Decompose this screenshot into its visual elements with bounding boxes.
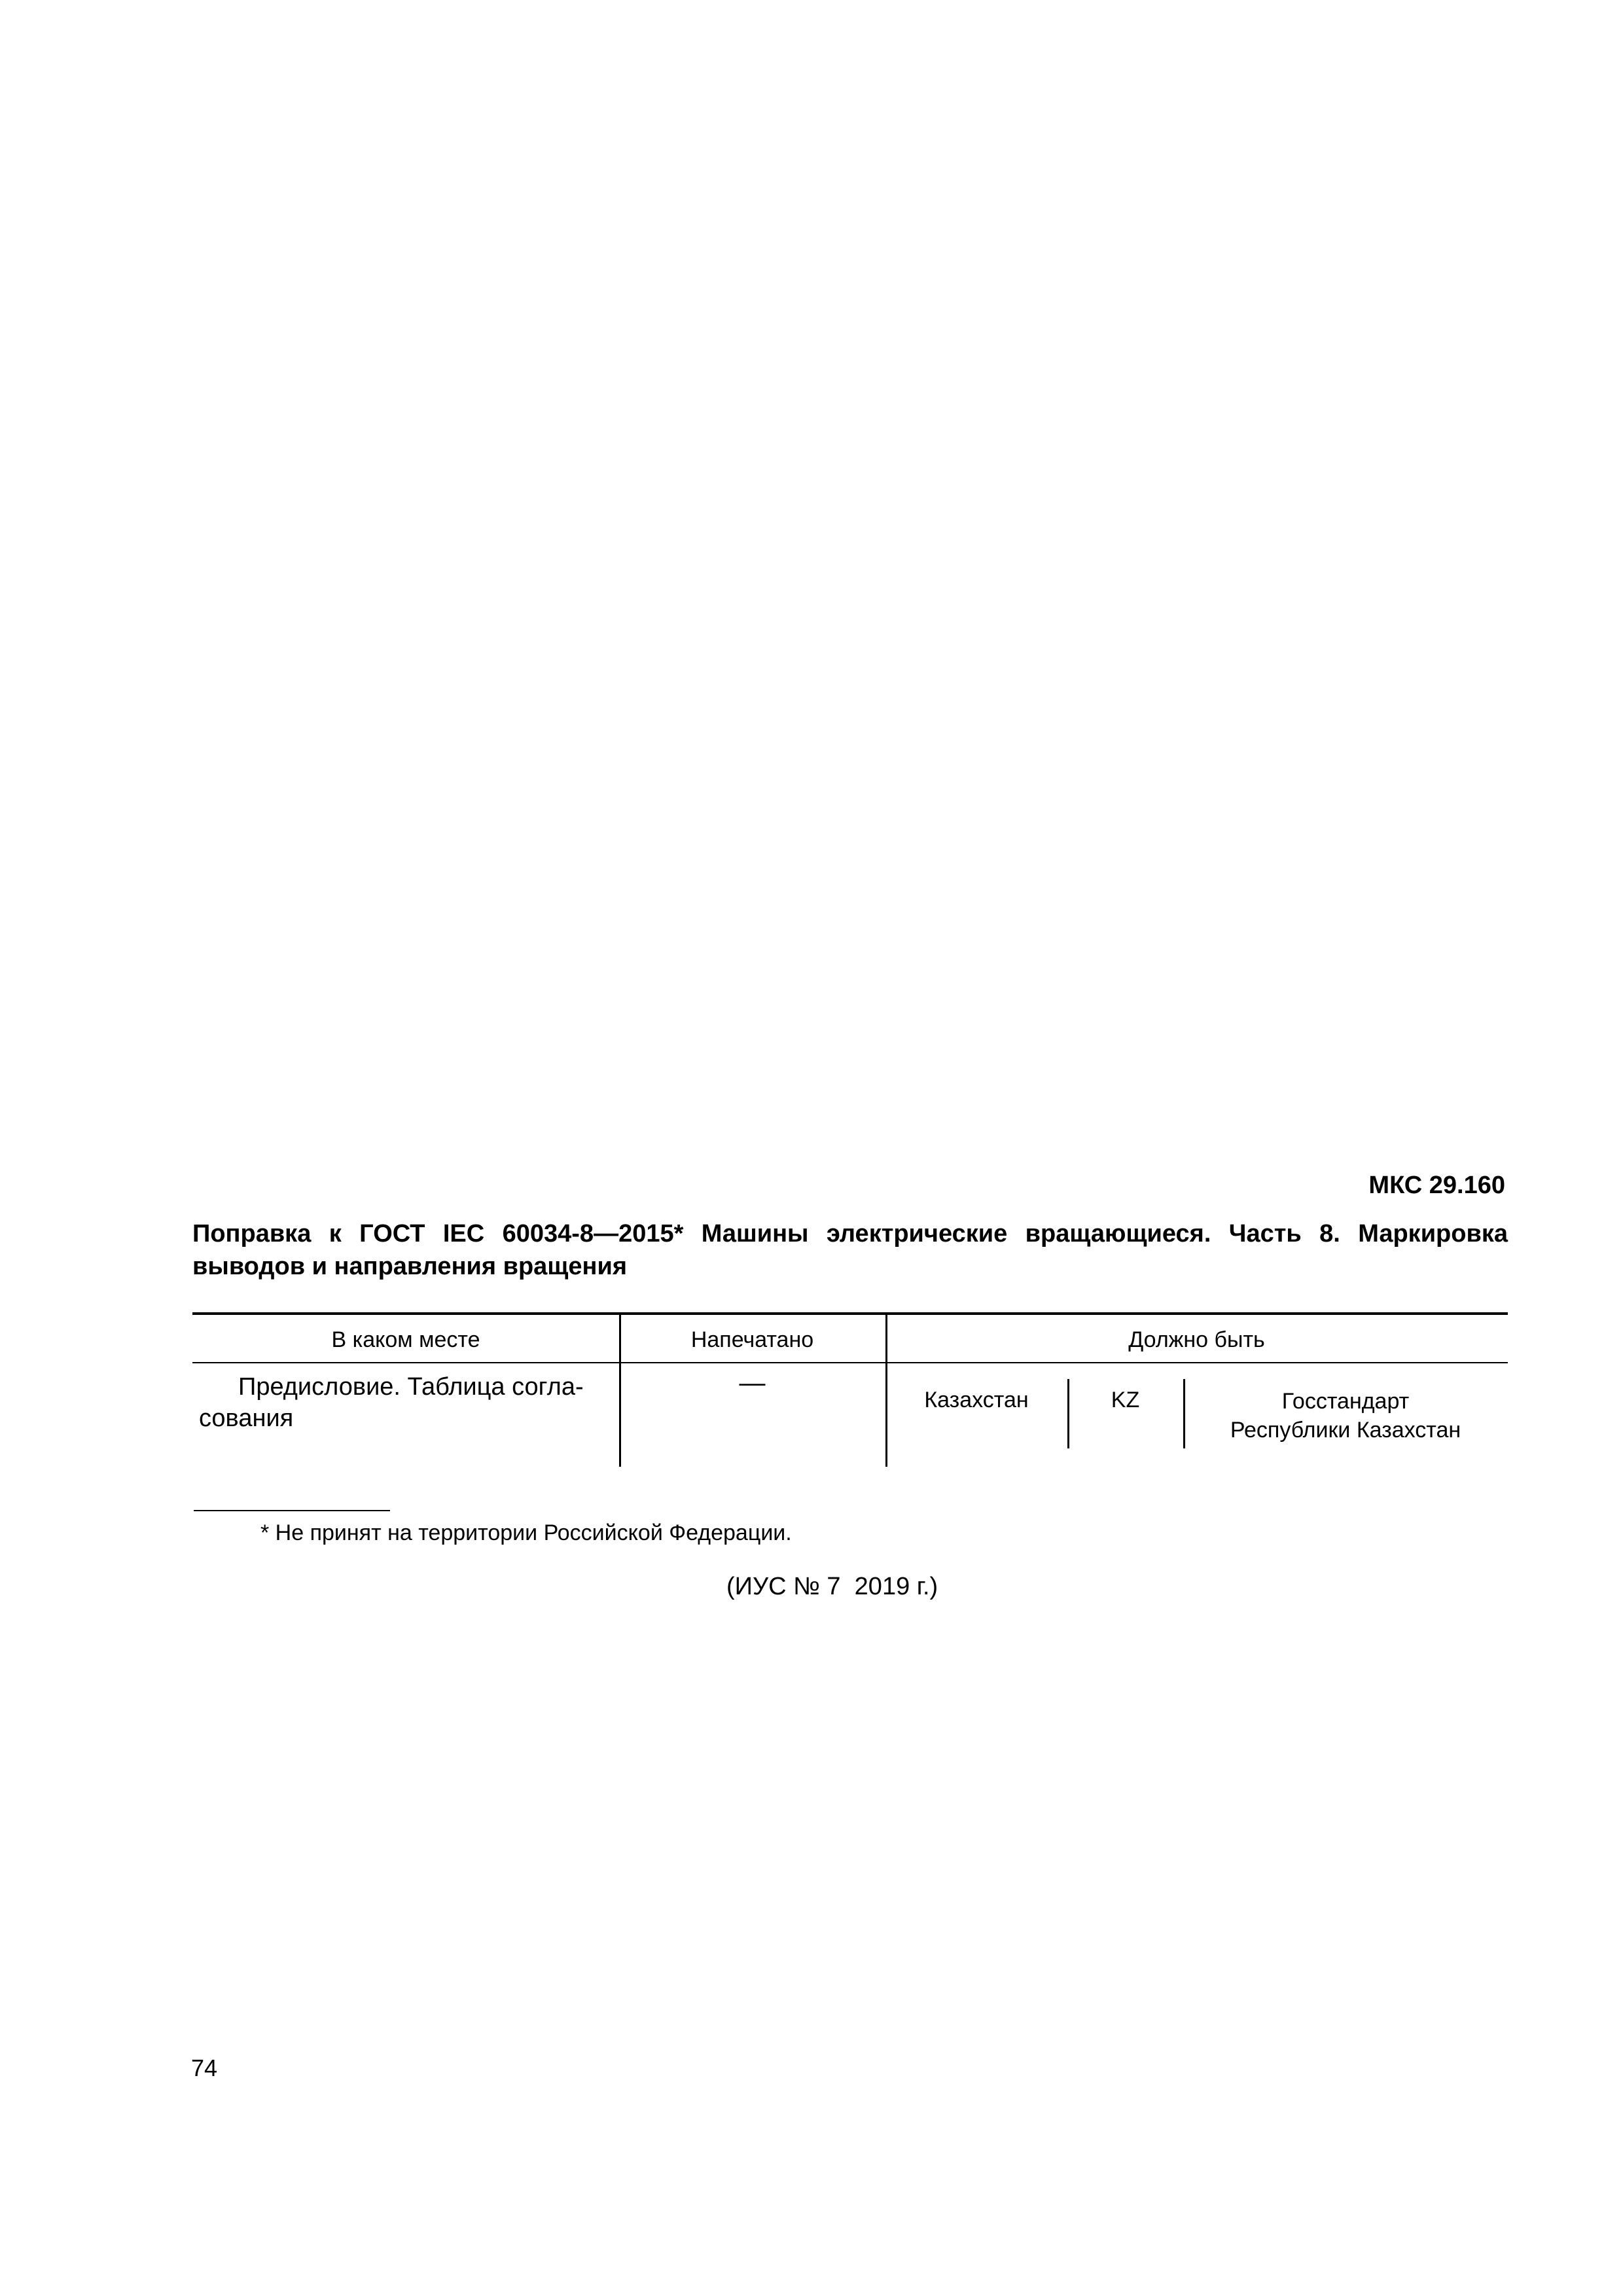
- header-where: В каком месте: [331, 1327, 480, 1352]
- cell-body-line2: Республики Казахстан: [1230, 1418, 1461, 1443]
- amendment-table: [192, 1312, 1508, 1467]
- footnote: * Не принят на территории Российской Федерации.: [260, 1520, 792, 1545]
- amendment-title: Поправка к ГОСТ IEC 60034-8—2015* Машины электрические вращающиеся. Часть 8. Маркировка выводов и направления вращения: [192, 1220, 1508, 1280]
- cell-printed: —: [739, 1369, 766, 1397]
- cell-body-line1: Госстандарт: [1281, 1389, 1410, 1414]
- footnote-separator: [194, 1510, 390, 1511]
- cell-where-line2: сования: [199, 1405, 294, 1432]
- header-should-be: Должно быть: [1128, 1327, 1265, 1352]
- cell-code: KZ: [1111, 1388, 1140, 1412]
- header-divider: [192, 1362, 1508, 1363]
- classification-code: МКС 29.160: [1368, 1172, 1505, 1199]
- page-number: 74: [191, 2054, 218, 2081]
- cell-country: Казахстан: [924, 1388, 1029, 1412]
- ius-reference: (ИУС № 7 2019 г.): [726, 1573, 938, 1600]
- cell-where-line1: Предисловие. Таблица согла-: [238, 1373, 584, 1401]
- header-printed: Напечатано: [690, 1327, 814, 1352]
